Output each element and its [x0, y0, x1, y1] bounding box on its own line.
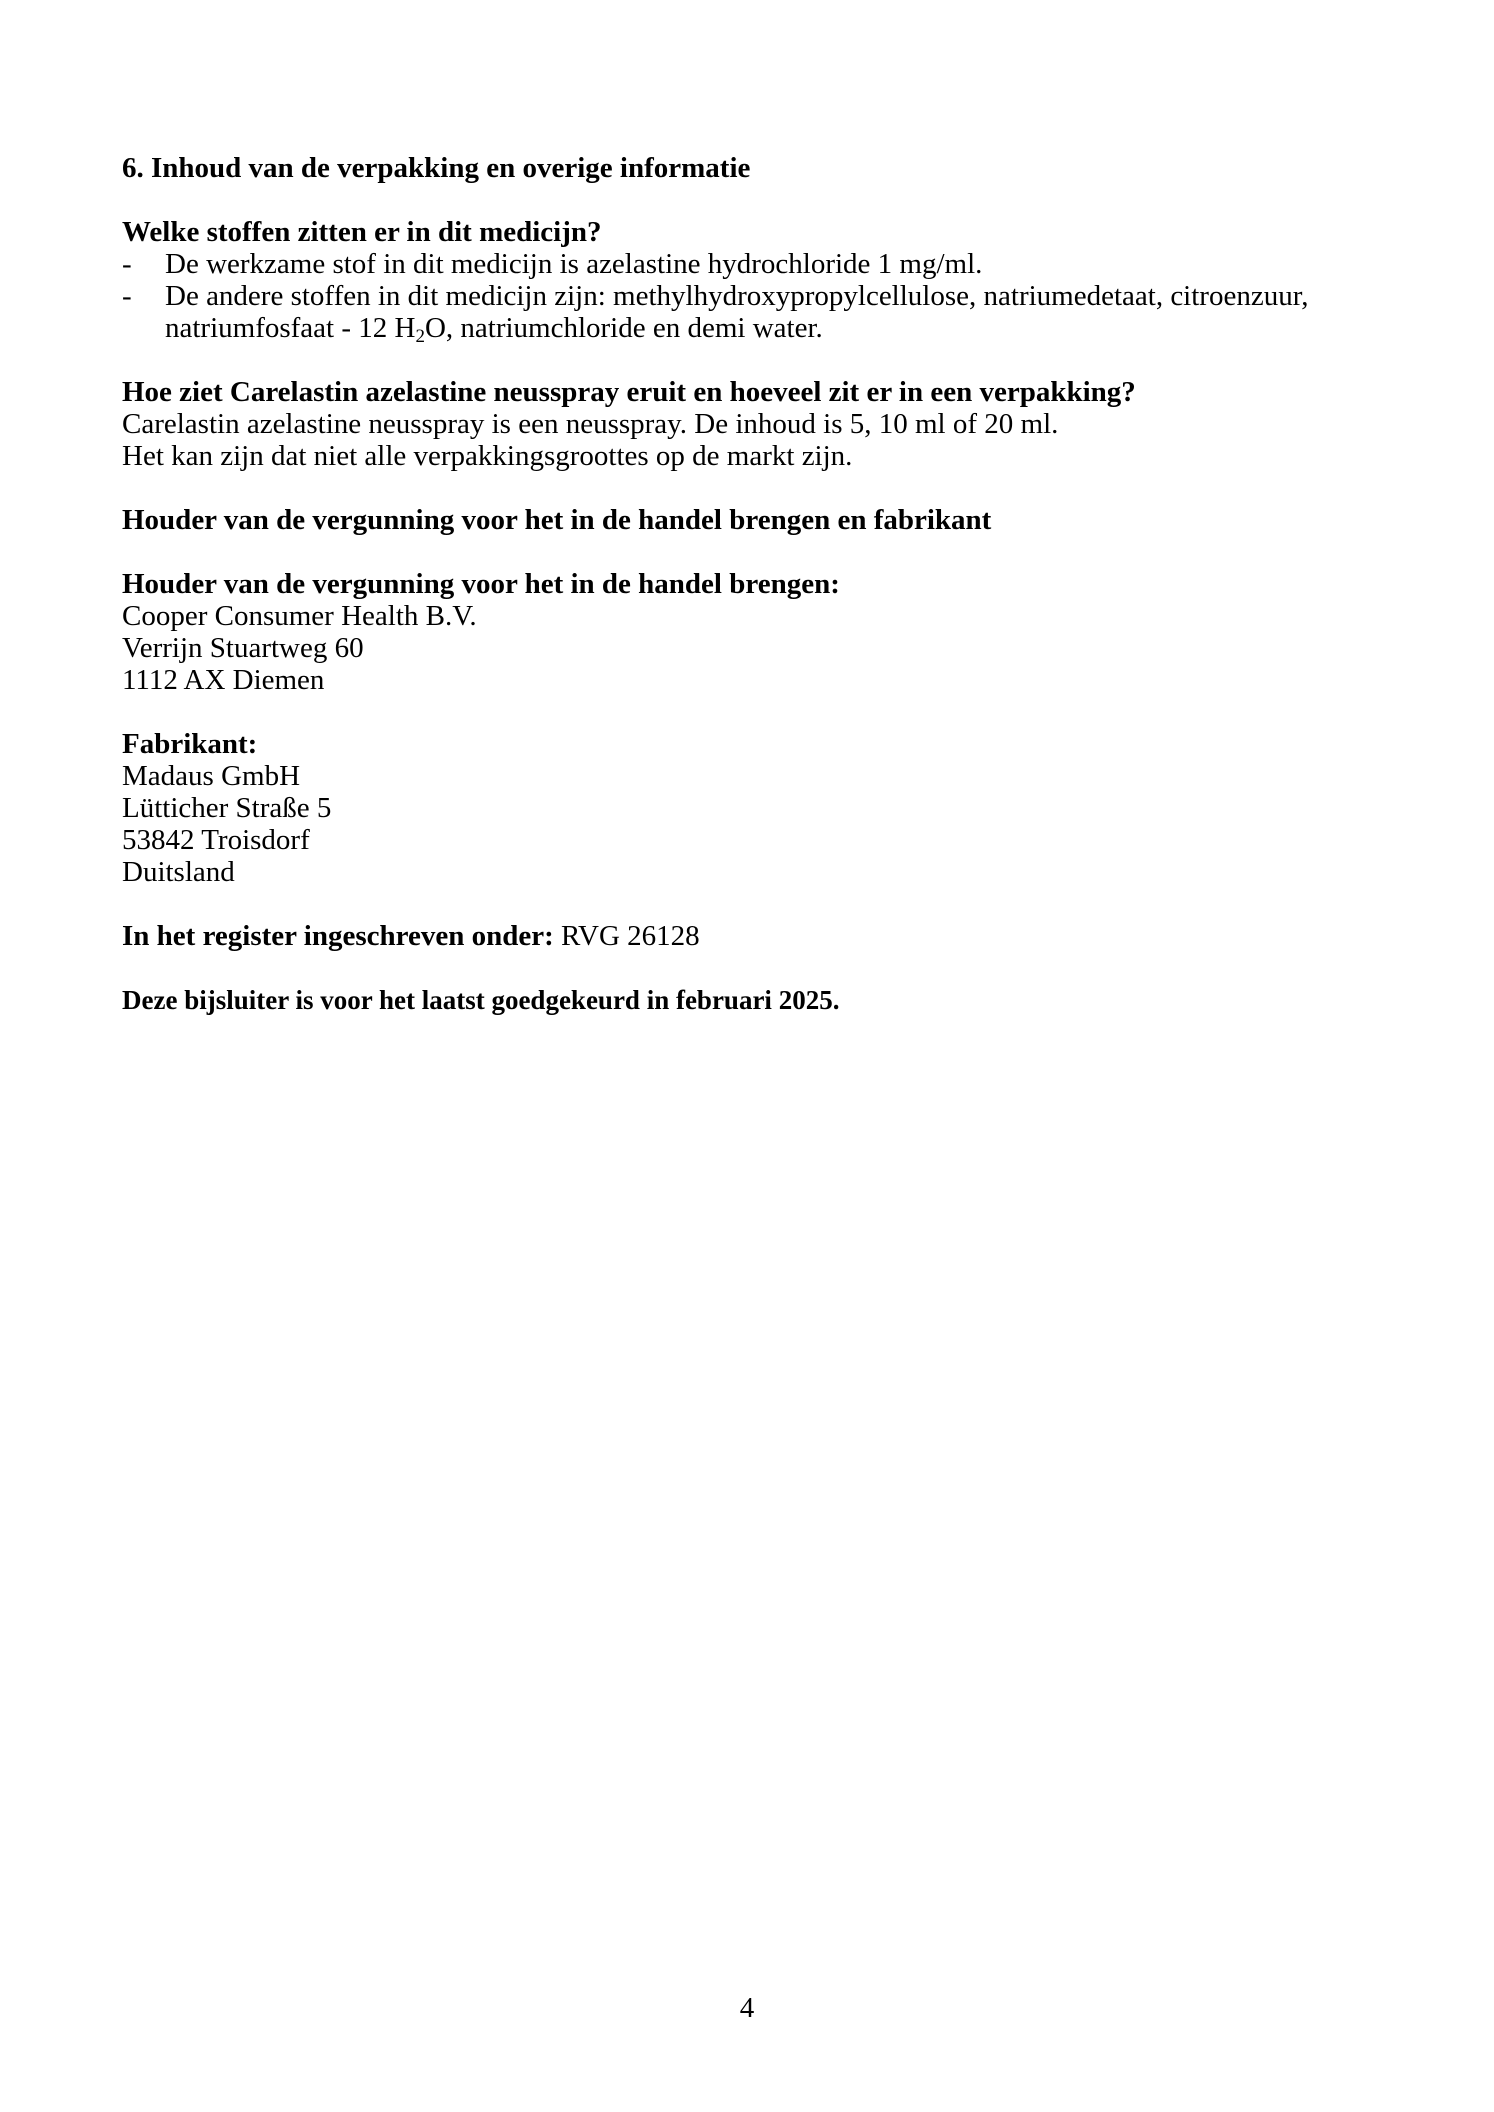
register-value: RVG 26128 [560, 920, 700, 952]
bullet-2-cont-post: O, natriumchloride en demi water. [424, 312, 823, 344]
document-body [122, 152, 1452, 1016]
manufacturer-street: Lütticher Straße 5 [122, 792, 332, 824]
approval-notice: Deze bijsluiter is voor het laatst goedgekeurd in februari 2025. [122, 985, 840, 1015]
substance-bullet-2-text: De andere stoffen in dit medicijn zijn: methylhydroxypropylcellulose, natriumedetaat, citroenzuur, [165, 280, 1309, 312]
substance-bullet-1-text: De werkzame stof in dit medicijn is azelastine hydrochloride 1 mg/ml. [165, 248, 983, 280]
bullet-2-cont-pre: natriumfosfaat - 12 H [165, 312, 416, 344]
manufacturer-country: Duitsland [122, 856, 235, 888]
license-holder-street: Verrijn Stuartweg 60 [122, 632, 364, 664]
h2o-subscript: 2 [415, 326, 425, 347]
manufacturer-name: Madaus GmbH [122, 760, 301, 792]
manufacturer-city: 53842 Troisdorf [122, 824, 310, 856]
appearance-heading: Hoe ziet Carelastin azelastine neusspray eruit en hoeveel zit er in een verpakking? [122, 376, 1136, 408]
page-number: 4 [739, 1992, 755, 2024]
bullet-dash: - [122, 248, 132, 280]
manufacturer-heading: Fabrikant: [122, 728, 258, 760]
section-6-heading: 6. Inhoud van de verpakking en overige informatie [122, 152, 751, 184]
substance-bullet-2-continuation [165, 312, 1452, 347]
register-label: In het register ingeschreven onder: [122, 920, 554, 952]
substances-heading: Welke stoffen zitten er in dit medicijn? [122, 216, 602, 248]
bullet-dash: - [122, 280, 132, 312]
substance-bullet-1 [122, 248, 1452, 280]
license-holder-city: 1112 AX Diemen [122, 664, 325, 696]
license-holder-heading: Houder van de vergunning voor het in de handel brengen: [122, 568, 840, 600]
appearance-line-1: Carelastin azelastine neusspray is een neusspray. De inhoud is 5, 10 ml of 20 ml. [122, 408, 1059, 440]
license-holder-name: Cooper Consumer Health B.V. [122, 600, 477, 632]
register-line [122, 920, 1452, 952]
substance-bullet-2 [122, 280, 1452, 312]
holder-and-manufacturer-heading: Houder van de vergunning voor het in de handel brengen en fabrikant [122, 504, 992, 536]
appearance-line-2: Het kan zijn dat niet alle verpakkingsgroottes op de markt zijn. [122, 440, 853, 472]
